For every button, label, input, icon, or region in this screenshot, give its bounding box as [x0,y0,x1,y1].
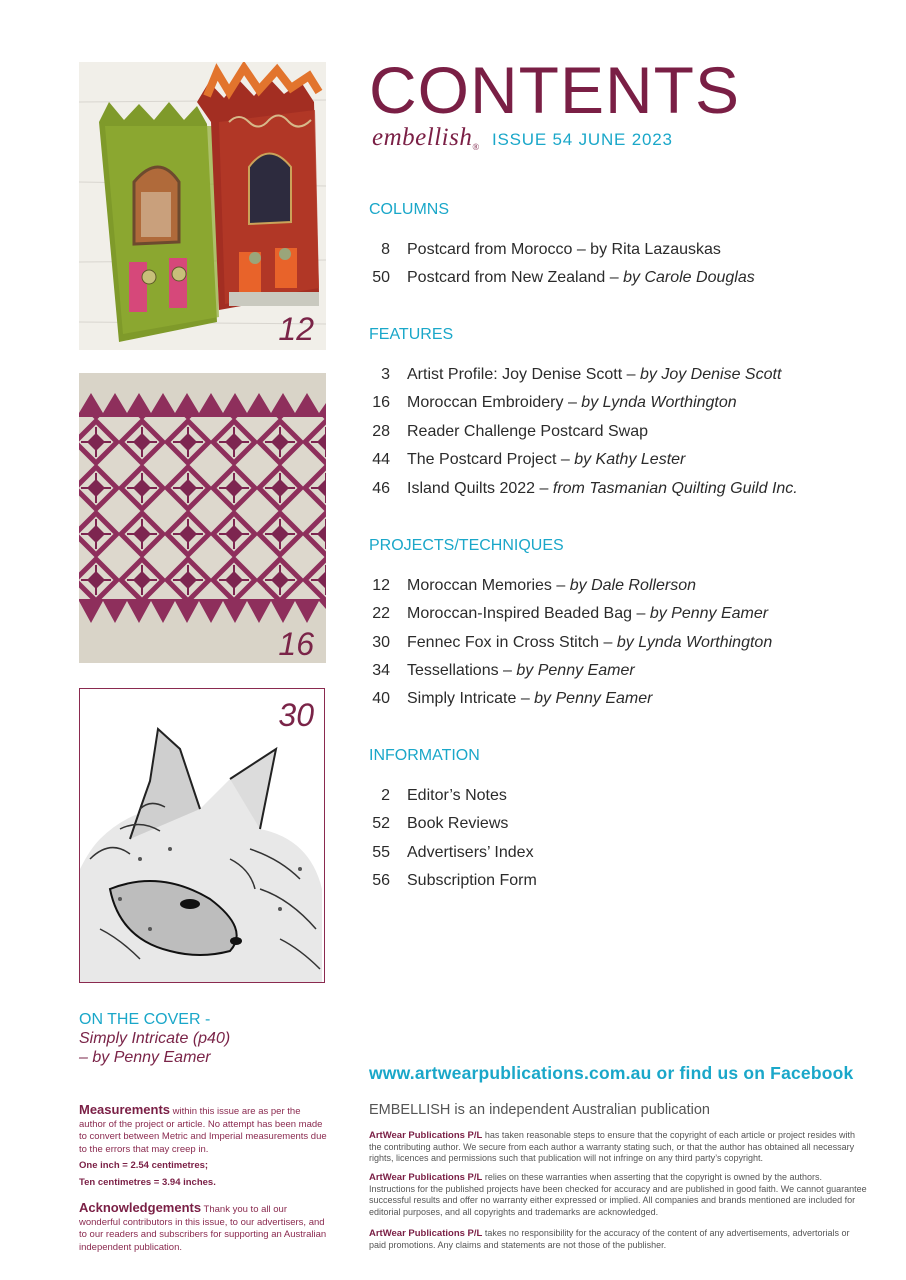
toc-title: Tessellations – [407,662,517,679]
section-information-title: INFORMATION [369,747,480,764]
toc-entry[interactable] [369,366,889,390]
toc-title: Reader Challenge Postcard Swap [407,423,649,440]
toc-author: by Penny Eamer [516,662,635,679]
toc-entry[interactable] [369,872,889,896]
page-number-label: 12 [278,311,314,347]
toc-author: by Carole Douglas [623,269,755,286]
toc-title: Moroccan Embroidery – [407,394,582,411]
toc-title: Editor’s Notes [407,787,507,804]
section-projects-title: PROJECTS/TECHNIQUES [369,537,564,554]
measurements-note [79,1104,329,1189]
registered-mark: ® [472,142,480,152]
toc-author: by Penny Eamer [649,605,769,622]
toc-page: 30 [372,634,390,651]
page-number-label: 30 [278,697,314,733]
acknowledgements-heading: Acknowledgements [79,1200,202,1215]
toc-page: 55 [372,844,390,861]
toc-title: The Postcard Project – [407,451,575,468]
issue-info: ISSUE 54 JUNE 2023 [492,130,673,149]
page-number-label: 16 [278,626,314,662]
fennec-fox-drawing [79,688,325,983]
toc-title: Moroccan-Inspired Beaded Bag – [407,605,650,622]
measurements-text: within this issue are as per the author of the project or article. No attempt has been made to convert between Metric and Imperial measurements due to the errors that may creep in. [79,1106,327,1155]
toc-author: by Dale Rollerson [569,577,696,594]
measurements-heading: Measurements [79,1102,171,1117]
toc-entry[interactable] [369,844,889,868]
toc-entry[interactable] [369,394,889,418]
legal-text: relies on these warranties when asserting that the copyright is owned by the authors. Instructions for the published projects have been checked for accuracy and are published in good faith. We cannot guarantee successful results and offer no warranty either expressed or implied. All companies and brands mentioned are included for editorial purposes, and all copyrights and trademarks are acknowledged. [369,1172,867,1217]
page-title: CONTENTS [369,53,740,127]
embroidery-pattern [79,373,326,663]
toc-page: 34 [372,662,390,679]
toc-page: 12 [372,577,390,594]
toc-page: 28 [372,423,390,440]
toc-author: by Kathy Lester [574,451,686,468]
toc-page: 46 [372,480,390,497]
toc-author: by Lynda Worthington [581,394,737,411]
legal-text: has taken reasonable steps to ensure that the copyright of each article or project resides with the contributing author. We secure from each author a warranty stating such, or that the author has obtained all necessary rights, licences and permissions such that publication will not infringe on any third party’s copyright. [369,1130,856,1163]
cover-title: Simply Intricate (p40) [79,1030,231,1047]
legal-paragraph [369,1228,869,1251]
toc-title: Book Reviews [407,815,509,832]
toc-title: Fennec Fox in Cross Stitch – [407,634,617,651]
toc-title: Subscription Form [407,872,537,889]
toc-entry[interactable] [369,577,889,601]
toc-author: by Lynda Worthington [616,634,773,651]
brand-name: embellish [372,124,473,151]
legal-paragraph [369,1172,869,1218]
toc-page: 44 [372,451,390,468]
legal-lead: ArtWear Publications P/L [369,1228,483,1239]
toc-entry[interactable] [369,815,889,839]
toc-entry[interactable] [369,480,889,504]
legal-lead: ArtWear Publications P/L [369,1130,483,1141]
toc-title: Simply Intricate – [407,690,535,707]
toc-title: Island Quilts 2022 – [407,480,553,497]
cover-heading: ON THE COVER - [79,1011,211,1028]
toc-page: 22 [372,605,390,622]
toc-entry[interactable] [369,787,889,811]
toc-title: Postcard from Morocco – by Rita Lazauskas [407,241,721,258]
toc-page: 50 [372,269,390,286]
acknowledgements-note [79,1202,329,1254]
legal-text: takes no responsibility for the accuracy of the content of any advertisements, advertorials or paid promotions. Any claims and statements are not those of the publisher. [369,1228,850,1250]
photo-moroccan-textile [79,62,326,350]
photo-moroccan-embroidery [79,373,326,663]
acknowledgements-text: Thank you to all our wonderful contributors in this issue, to our advertisers, and to our readers and subscribers for supporting an Australian independent publication. [79,1204,327,1253]
toc-page: 8 [381,241,390,258]
toc-entry[interactable] [369,241,889,265]
independent-statement: EMBELLISH is an independent Australian publication [369,1102,710,1118]
toc-entry[interactable] [369,662,889,686]
section-features-title: FEATURES [369,326,454,343]
toc-page: 56 [372,872,390,889]
toc-entry[interactable] [369,423,889,447]
toc-page: 2 [381,787,390,804]
toc-title: Postcard from New Zealand – [407,269,624,286]
toc-entry[interactable] [369,605,889,629]
toc-page: 16 [372,394,390,411]
cover-author: – by Penny Eamer [79,1049,211,1066]
conversion-cm: Ten centimetres = 3.94 inches. [79,1176,216,1188]
toc-entry[interactable] [369,690,889,714]
toc-page: 3 [381,366,390,383]
textile-illustration [79,62,326,350]
section-columns-title: COLUMNS [369,201,450,218]
toc-author: by Penny Eamer [534,690,653,707]
toc-entry[interactable] [369,269,889,293]
toc-entry[interactable] [369,634,889,658]
brand-logo [372,124,480,152]
toc-title: Artist Profile: Joy Denise Scott – [407,366,640,383]
legal-lead: ArtWear Publications P/L [369,1172,483,1183]
toc-page: 52 [372,815,390,832]
toc-author: by Joy Denise Scott [639,366,782,383]
toc-entry[interactable] [369,451,889,475]
legal-paragraph [369,1130,869,1165]
toc-title: Advertisers’ Index [407,844,534,861]
toc-page: 40 [372,690,390,707]
toc-title: Moroccan Memories – [407,577,570,594]
toc-author: from Tasmanian Quilting Guild Inc. [552,480,798,497]
website-link[interactable]: www.artwearpublications.com.au or find us on Facebook [369,1063,854,1083]
conversion-inch: One inch = 2.54 centimetres; [79,1160,209,1171]
